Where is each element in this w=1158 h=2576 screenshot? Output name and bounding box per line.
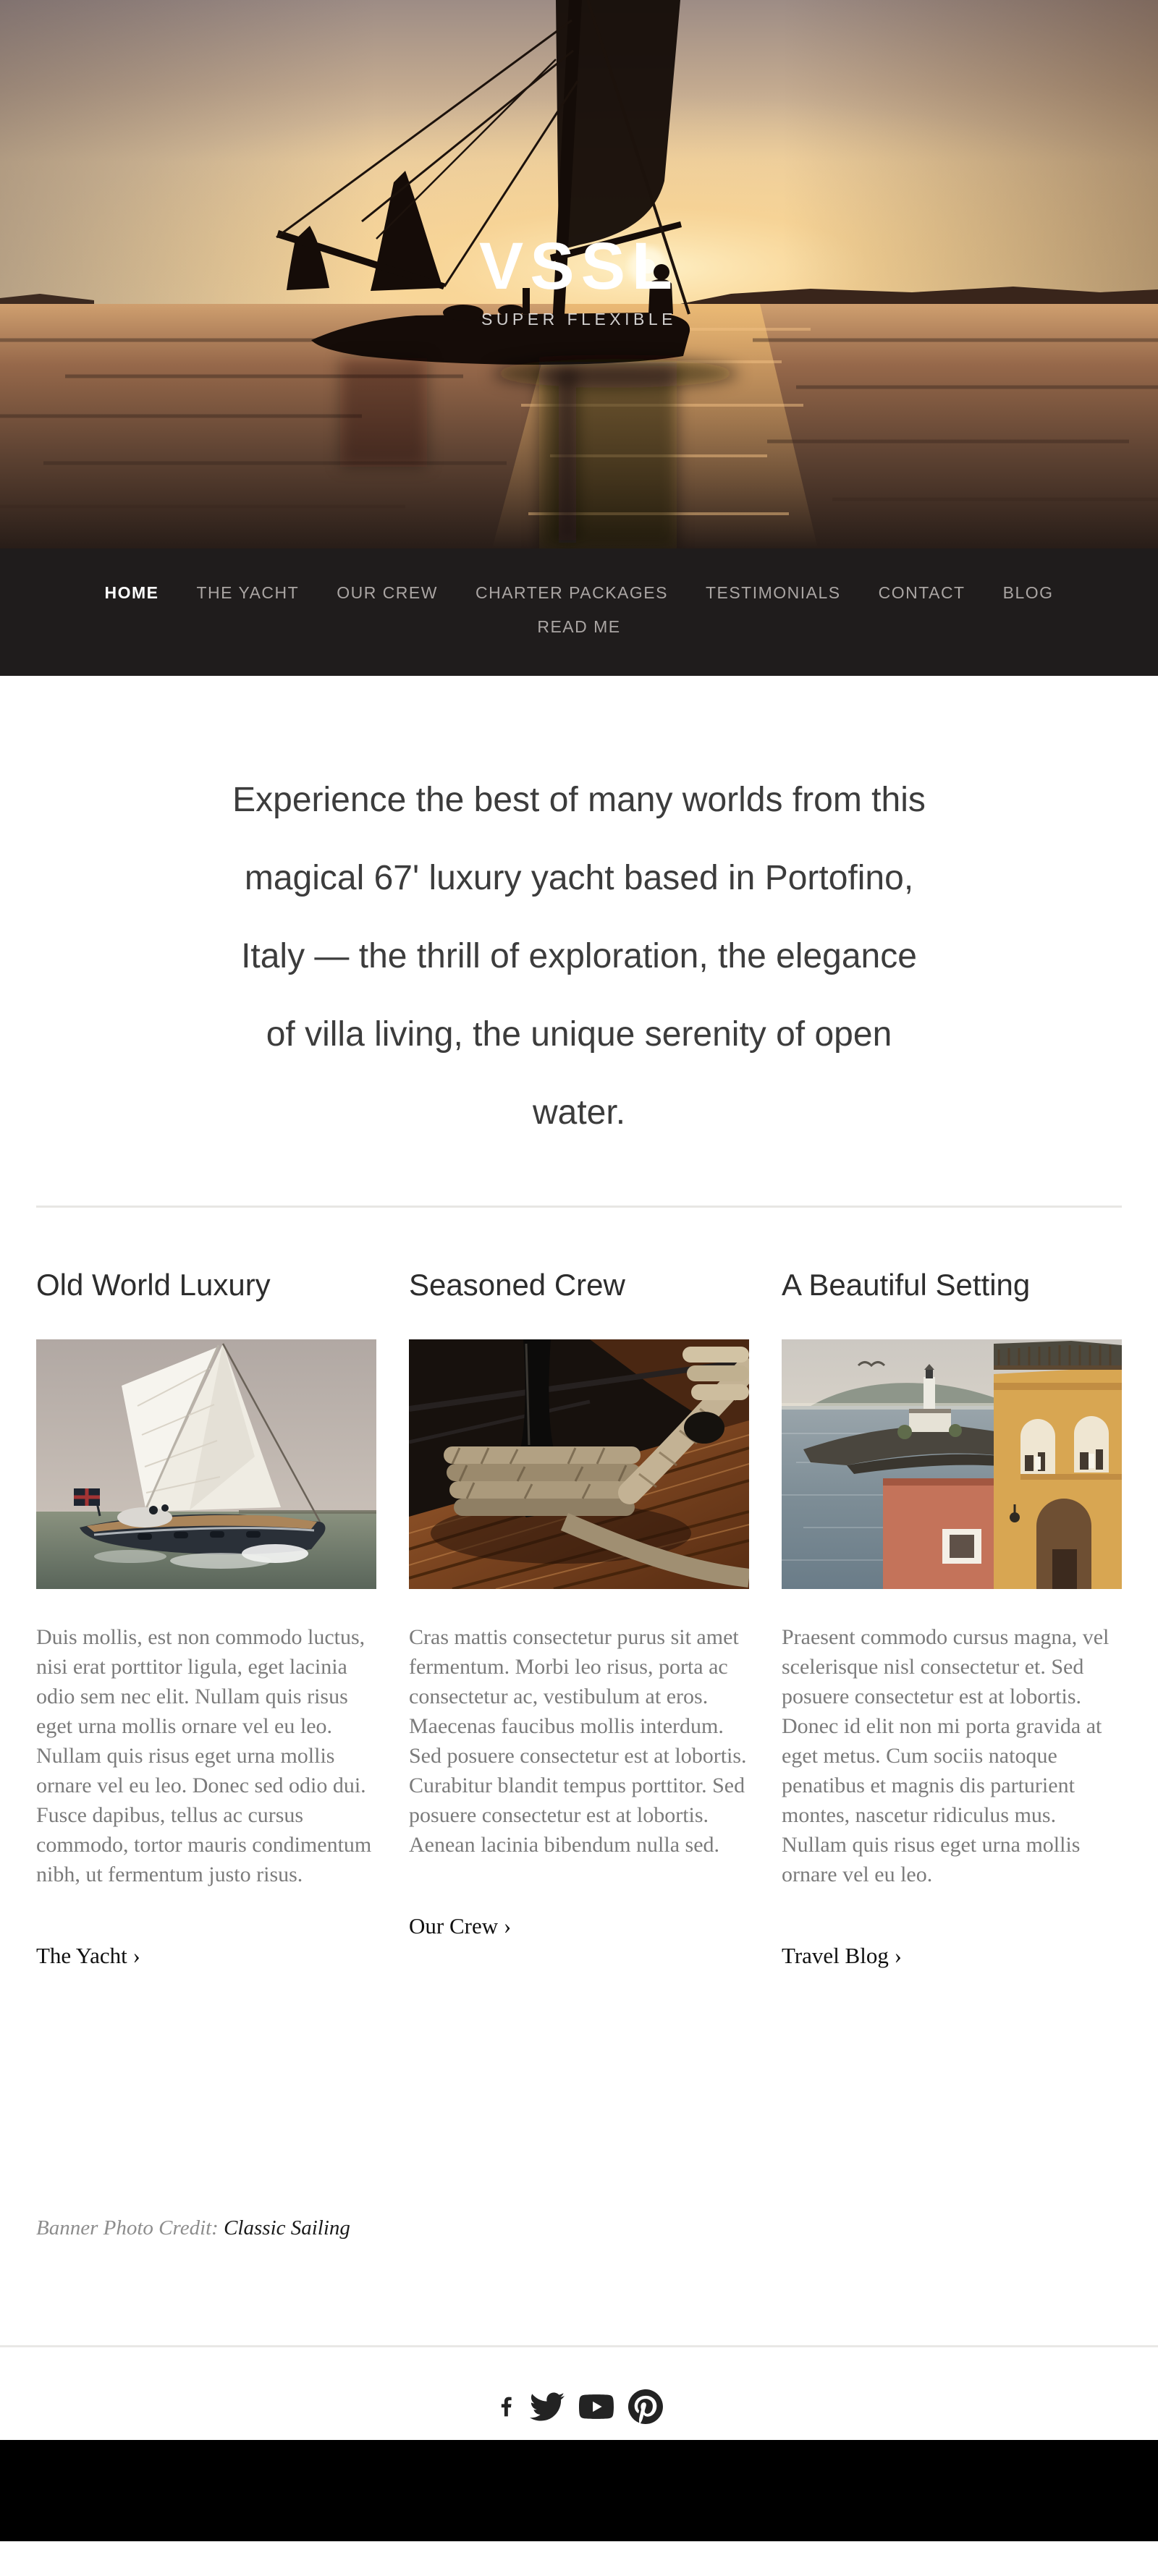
intro-line: water. bbox=[532, 1093, 626, 1132]
twitter-link[interactable] bbox=[529, 2389, 565, 2424]
coastal-village-photo bbox=[782, 1339, 1122, 1589]
nav-item-home[interactable]: HOME bbox=[104, 583, 159, 602]
nav-item-charter-packages[interactable]: CHARTER PACKAGES bbox=[475, 583, 668, 602]
footer-divider bbox=[0, 2345, 1158, 2347]
pinterest-icon bbox=[627, 2389, 664, 2424]
nav-item-blog[interactable]: BLOG bbox=[1002, 583, 1054, 602]
facebook-icon bbox=[495, 2389, 518, 2424]
facebook-link[interactable] bbox=[495, 2389, 518, 2424]
the-yacht-link[interactable]: The Yacht › bbox=[36, 1943, 140, 1968]
nav-item-contact[interactable]: CONTACT bbox=[878, 583, 965, 602]
column-seasoned-crew bbox=[409, 1264, 749, 1969]
site-title: VSSL bbox=[478, 229, 680, 303]
column-heading: Old World Luxury bbox=[36, 1268, 271, 1302]
twitter-icon bbox=[529, 2389, 565, 2424]
column-heading: Seasoned Crew bbox=[409, 1268, 625, 1302]
nav-item-testimonials[interactable]: TESTIMONIALS bbox=[705, 583, 841, 602]
column-heading: A Beautiful Setting bbox=[782, 1268, 1031, 1302]
site-tagline: SUPER FLEXIBLE bbox=[481, 310, 677, 329]
rope-knot-photo bbox=[409, 1339, 749, 1589]
nav-secondary-row bbox=[0, 615, 1158, 638]
intro-line: Italy — the thrill of exploration, the elegance bbox=[241, 937, 917, 975]
column-body: Praesent commodo cursus magna, vel scelerisque nisl consectetur et. Sed posuere consectetur est at lobortis. Donec id elit non mi porta gravida at eget metus. Cum sociis natoque penatibus et magnis dis parturient montes, nascetur ridiculus mus. Nullam quis risus eget urna mollis ornare vel eu leo. bbox=[782, 1625, 1110, 1886]
nav-item-read-me[interactable]: READ ME bbox=[537, 617, 621, 636]
intro-paragraph bbox=[72, 761, 1086, 1152]
column-body: Cras mattis consectetur purus sit amet fermentum. Morbi leo risus, porta ac consectetur ac, vestibulum at eros. Maecenas faucibus mollis interdum. Sed posuere consectetur est at lobortis. Curabitur blandit tempus porttitor. Sed posuere consectetur est at lobortis. Aenean lacinia bibendum nulla sed. bbox=[409, 1625, 747, 1857]
classic-sailing-link[interactable]: Classic Sailing bbox=[224, 2216, 350, 2240]
youtube-icon bbox=[576, 2389, 617, 2424]
banner-photo-credit bbox=[36, 2216, 1122, 2240]
feature-columns bbox=[36, 1264, 1122, 1969]
social-links bbox=[0, 2353, 1158, 2440]
nav-item-our-crew[interactable]: OUR CREW bbox=[337, 583, 438, 602]
main-content bbox=[0, 761, 1158, 2240]
nav-item-the-yacht[interactable]: THE YACHT bbox=[196, 583, 300, 602]
credit-prefix: Banner Photo Credit: bbox=[36, 2216, 224, 2240]
nav-primary-row bbox=[0, 581, 1158, 604]
youtube-link[interactable] bbox=[576, 2389, 617, 2424]
intro-line: magical 67' luxury yacht based in Portofino, bbox=[244, 859, 914, 897]
column-body: Duis mollis, est non commodo luctus, nisi erat porttitor ligula, eget lacinia odio sem nec elit. Nullam quis risus eget urna mollis ornare vel eu leo. Nullam quis risus eget urna mollis ornare vel eu leo. Donec sed odio dui. Fusce dapibus, tellus ac cursus commodo, tortor mauris condimentum nibh, ut fermentum justo risus. bbox=[36, 1625, 372, 1886]
bottom-bar bbox=[0, 2440, 1158, 2541]
intro-line: Experience the best of many worlds from this bbox=[232, 781, 926, 819]
intro-line: of villa living, the unique serenity of open bbox=[266, 1015, 892, 1054]
section-divider bbox=[36, 1206, 1122, 1208]
main-nav bbox=[0, 548, 1158, 676]
column-old-world-luxury bbox=[36, 1264, 376, 1969]
our-crew-link[interactable]: Our Crew › bbox=[409, 1913, 512, 1939]
hero-banner bbox=[0, 0, 1158, 548]
travel-blog-link[interactable]: Travel Blog › bbox=[782, 1943, 902, 1968]
sailing-yacht-photo bbox=[36, 1339, 376, 1589]
column-a-beautiful-setting bbox=[782, 1264, 1122, 1969]
pinterest-link[interactable] bbox=[627, 2389, 664, 2424]
